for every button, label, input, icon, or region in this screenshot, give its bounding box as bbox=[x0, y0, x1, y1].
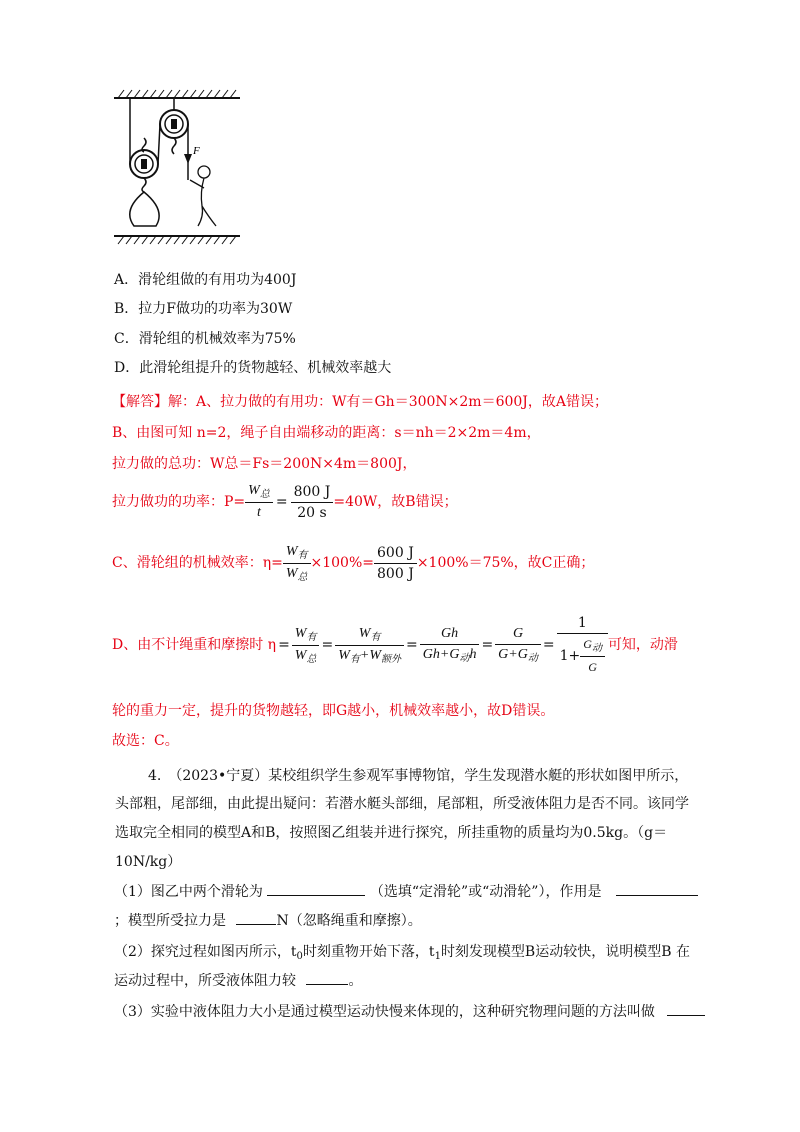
answer-line-power: 拉力做功的功率：P= $\frac{W_总}{t}$ = $\frac{800 J}{20 s}$ =40W，故B错误； bbox=[112, 480, 458, 524]
frac-den: 800 J bbox=[377, 565, 414, 582]
frac-num: Gh bbox=[420, 624, 480, 645]
option-b: B．拉力F做功的功率为30W bbox=[114, 301, 293, 317]
frac-num: W bbox=[248, 483, 260, 498]
q4-stem-2: 头部粗，尾部细，由此提出疑问：若潜水艇头部细，尾部粗，所受液体阻力是否不同。该同学 bbox=[115, 796, 689, 812]
frac-den-g: G bbox=[517, 647, 528, 662]
power-suffix: =40W，故B错误； bbox=[333, 494, 458, 510]
q4-stem-3: 选取完全相同的模型A和B，按照图乙组装并进行探究，所挂重物的质量均为0.5kg。（g＝ bbox=[115, 825, 668, 841]
pulley-figure bbox=[112, 88, 242, 248]
answer-line-total-work: 拉力做的总功：W总＝Fs＝200N×4m＝800J， bbox=[112, 456, 417, 472]
option-c: C．滑轮组的机械效率为75% bbox=[114, 331, 296, 347]
answer-blank-5[interactable] bbox=[667, 1015, 705, 1016]
frac-den: G bbox=[498, 647, 509, 662]
q4-part2-line1 bbox=[114, 942, 690, 964]
d-fraction-4 bbox=[495, 624, 541, 666]
frac-den-sub: 总 bbox=[297, 571, 308, 583]
q4-part1-line2 bbox=[114, 911, 422, 931]
answer-text-a: 解：A、拉力做的有用功：W有＝Gh＝300N×2m＝600J，故A错误； bbox=[168, 394, 609, 410]
plus: + bbox=[508, 647, 518, 662]
q4-stem-4: 10N/kg） bbox=[115, 854, 182, 870]
answer-line-a bbox=[112, 392, 608, 412]
frac-num-sub: 动 bbox=[591, 643, 602, 654]
efficiency-fraction-2 bbox=[374, 543, 417, 584]
answer-line-b: B、由图可知 n=2，绳子自由端移动的距离：s＝nh＝2×2m＝4m， bbox=[112, 425, 541, 441]
force-label: F bbox=[193, 145, 200, 157]
q4-p1-text-b: （选填“定滑轮”或“动滑轮”），作用是 bbox=[369, 884, 602, 900]
frac-num: W bbox=[294, 625, 307, 641]
plus: + bbox=[439, 647, 450, 662]
answer-line-d-cont: 轮的重力一定，提升的货物越轻，即G越小，机械效率越小，故D错误。 bbox=[112, 703, 555, 719]
power-fraction-2 bbox=[291, 482, 334, 523]
frac-den: W bbox=[338, 647, 350, 663]
q4-p2-t1-sub: 1 bbox=[434, 951, 441, 962]
answer-blank-2[interactable] bbox=[616, 895, 698, 896]
frac-num-sub: 有 bbox=[297, 549, 308, 561]
efficiency-prefix: C、滑轮组的机械效率：η= bbox=[112, 555, 283, 571]
answer-line-efficiency bbox=[112, 541, 594, 585]
answer-blank-3[interactable] bbox=[236, 924, 276, 925]
frac-num: G bbox=[583, 637, 592, 651]
frac-den: t bbox=[257, 505, 261, 520]
power-fraction-1 bbox=[245, 481, 273, 523]
frac-den-sub: 动 bbox=[459, 653, 470, 664]
answer-blank-1[interactable] bbox=[267, 895, 365, 896]
frac-num: 600 J bbox=[374, 543, 417, 564]
d-fraction-3 bbox=[420, 624, 480, 666]
efficiency-times: ×100%= bbox=[310, 555, 375, 571]
answer-tag: 【解答】 bbox=[112, 394, 168, 410]
d-suffix: 可知，动滑 bbox=[607, 637, 678, 653]
frac-den-sub-extra: 额外 bbox=[381, 653, 401, 665]
q4-p2-text-e: 。 bbox=[348, 973, 363, 989]
frac-den-w: W bbox=[369, 647, 381, 663]
q4-p2-text-d: 运动过程中，所受液体阻力较 bbox=[114, 973, 296, 989]
frac-den-sub: 总 bbox=[306, 653, 317, 665]
q4-p2-t0-sub: 0 bbox=[296, 951, 303, 962]
d-fraction-1 bbox=[292, 624, 320, 667]
frac-num: G bbox=[495, 624, 541, 645]
q4-p1-text-a: （1）图乙中两个滑轮为 bbox=[114, 884, 263, 900]
frac-den-sub: 有 bbox=[349, 653, 360, 665]
option-a: A．滑轮组做的有用功为400J bbox=[114, 272, 297, 288]
frac-den: W bbox=[294, 647, 307, 663]
power-prefix: 拉力做功的功率：P= bbox=[112, 494, 246, 510]
answer-choice: 故选：C。 bbox=[112, 733, 179, 749]
q4-part3-line1 bbox=[114, 1002, 705, 1022]
d-fraction-5 bbox=[557, 613, 608, 677]
frac-den-sub: 动 bbox=[527, 653, 538, 664]
q4-p1-text-c: ；模型所受拉力是 bbox=[114, 913, 226, 929]
frac-den: G bbox=[588, 660, 597, 674]
frac-den: 20 s bbox=[297, 504, 327, 521]
frac-num: W bbox=[358, 625, 371, 641]
answer-line-d: D、由不计绳重和摩擦时 η = $\frac{W_有}{W_总}$ = $\frac{W_有}{W_有+W_{额外}}$ = $\frac{Gh}{Gh+G_动h}$ = $\frac{G}{G+G_动}$ = 1 1 + $\frac{G_动}{G}$ 可知，动滑 bbox=[112, 610, 678, 680]
frac-num: 800 J bbox=[291, 482, 334, 503]
frac-num: 1 bbox=[557, 613, 608, 634]
q4-part2-line2 bbox=[114, 971, 362, 991]
option-d: D．此滑轮组提升的货物越轻、机械效率越大 bbox=[114, 360, 392, 376]
frac-den: W bbox=[285, 565, 298, 581]
efficiency-suffix: ×100%＝75%，故C正确； bbox=[416, 555, 595, 571]
q4-p2-text-b: 时刻重物开始下落，t bbox=[302, 944, 435, 960]
d-prefix: D、由不计绳重和摩擦时 η bbox=[112, 637, 277, 653]
frac-num: W bbox=[285, 543, 298, 559]
q4-p2-text-c: 时刻发现模型B运动较快，说明模型B 在 bbox=[440, 944, 690, 960]
frac-num-sub: 总 bbox=[259, 489, 270, 500]
plus: + bbox=[568, 647, 581, 664]
plus: + bbox=[359, 647, 370, 663]
frac-den-g: G bbox=[449, 647, 460, 662]
q4-p3-text: （3）实验中液体阻力大小是通过模型运动快慢来体现的，这种研究物理问题的方法叫做 bbox=[114, 1004, 655, 1020]
frac-den: Gh bbox=[422, 647, 440, 662]
frac-num-sub: 有 bbox=[370, 631, 381, 643]
q4-part1-line1 bbox=[114, 882, 698, 902]
q4-p1-text-d: N（忽略绳重和摩擦）。 bbox=[276, 913, 422, 929]
pulley-diagram bbox=[112, 88, 242, 248]
frac-den-one: 1 bbox=[559, 647, 569, 664]
d-fraction-5-inner bbox=[580, 634, 605, 677]
efficiency-fraction-1 bbox=[283, 542, 311, 585]
frac-den-h: h bbox=[469, 647, 477, 662]
answer-blank-4[interactable] bbox=[306, 984, 348, 985]
frac-num-sub: 有 bbox=[306, 631, 317, 643]
q4-stem-1: 4. （2023•宁夏）某校组织学生参观军事博物馆，学生发现潜水艇的形状如图甲所示， bbox=[148, 768, 689, 784]
q4-p2-text-a: （2）探究过程如图丙所示，t bbox=[114, 944, 297, 960]
d-fraction-2 bbox=[335, 624, 404, 667]
